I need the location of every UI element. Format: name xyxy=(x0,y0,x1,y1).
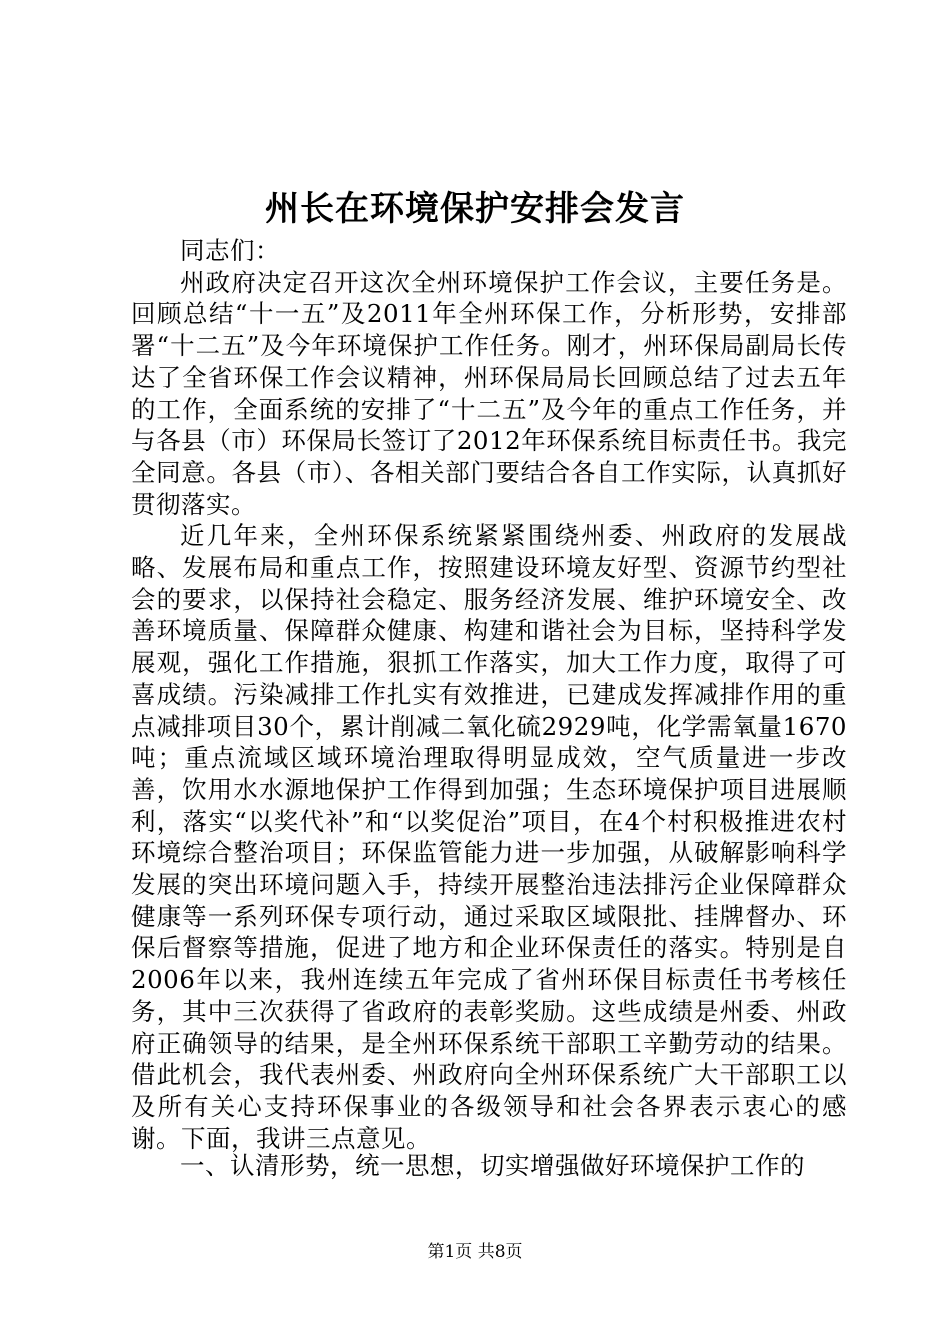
paragraph-2: 近几年来，全州环保系统紧紧围绕州委、州政府的发展战略、发展布局和重点工作，按照建设环境友好型、资源节约型社会的要求，以保持社会稳定、服务经济发展、维护环境安全、改善环境质量、保障群众健康、构建和谐社会为目标，坚持科学发展观，强化工作措施，狠抓工作落实，加大工作力度，取得了可喜成绩。污染减排工作扎实有效推进，已建成发挥减排作用的重点减排项目30个，累计削减二氧化硫2929吨，化学需氧量1670吨；重点流域区域环境治理取得明显成效，空气质量进一步改善，饮用水水源地保护工作得到加强；生态环境保护项目进展顺利，落实“以奖代补”和“以奖促治”项目，在4个村积极推进农村环境综合整治项目；环保监管能力进一步加强，从破解影响科学发展的突出环境问题入手，持续开展整治违法排污企业保障群众健康等一系列环保专项行动，通过采取区域限批、挂牌督办、环保后督察等措施，促进了地方和企业环保责任的落实。特别是自2006年以来，我州连续五年完成了省州环保目标责任书考核任务，其中三次获得了省政府的表彰奖励。这些成绩是州委、州政府正确领导的结果，是全州环保系统干部职工辛勤劳动的结果。借此机会，我代表州委、州政府向全州环保系统广大干部职工以及所有关心支持环保事业的各级领导和社会各界表示衷心的感谢。下面，我讲三点意见。 xyxy=(131,521,847,1153)
salutation: 同志们： xyxy=(180,236,280,265)
document-body xyxy=(131,235,847,1154)
document-title: 州长在环境保护安排会发言 xyxy=(265,189,685,229)
page-footer: 第1页 共8页 xyxy=(427,1242,523,1262)
paragraph-1: 州政府决定召开这次全州环境保护工作会议，主要任务是。回顾总结“十一五”及2011年全州环保工作，分析形势，安排部署“十二五”及今年环境保护工作任务。刚才，州环保局副局长传达了全省环保工作会议精神，州环保局局长回顾总结了过去五年的工作，全面系统的安排了“十二五”及今年的重点工作任务，并与各县（市）环保局长签订了2012年环保系统目标责任书。我完全同意。各县（市）、各相关部门要结合各自工作实际，认真抓好贯彻落实。 xyxy=(131,267,847,519)
section-heading: 一、认清形势，统一思想，切实增强做好环境保护工作的 xyxy=(180,1151,805,1180)
